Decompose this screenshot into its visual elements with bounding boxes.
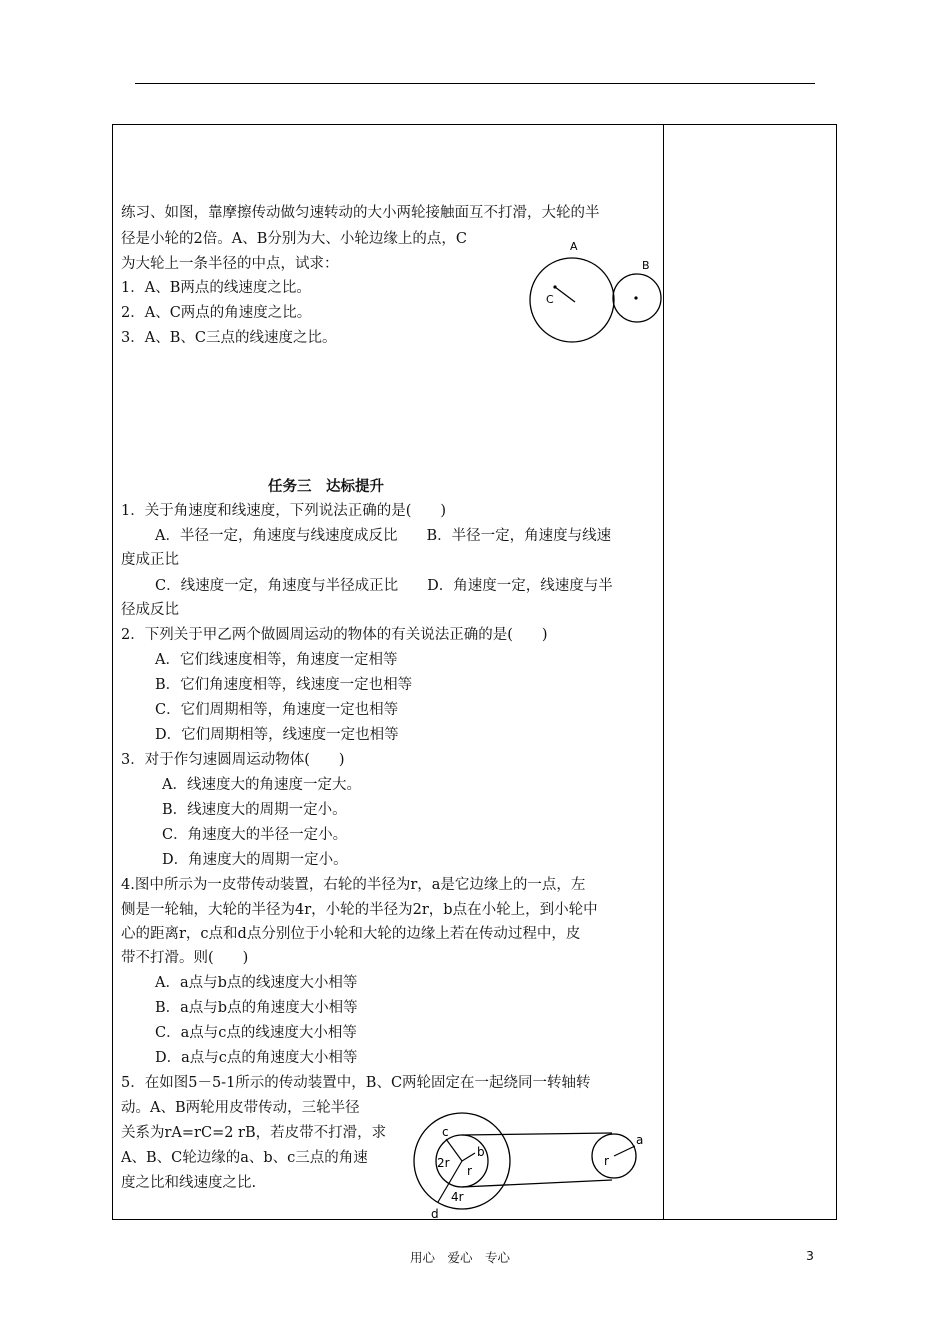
radius-line [555, 287, 575, 302]
option-line: 度成正比 [121, 552, 179, 568]
option-line: A．a点与b点的线速度大小相等 [155, 975, 358, 991]
option-line: C．它们周期相等，角速度一定也相等 [155, 702, 399, 718]
belt-top [462, 1133, 612, 1135]
label-a-small: a [636, 1133, 644, 1147]
option-line: D．它们周期相等，线速度一定也相等 [155, 727, 399, 743]
exercise-line: 3．A、B、C三点的线速度之比。 [121, 330, 337, 346]
question-line: 带不打滑。则( ) [121, 950, 249, 966]
option-line: C．角速度大的半径一定小。 [162, 827, 348, 843]
belt-drive-figure [408, 1108, 658, 1220]
option-line: C．a点与c点的线速度大小相等 [155, 1025, 357, 1041]
label-d-small: d [431, 1207, 439, 1220]
question-line: A、B、C轮边缘的a、b、c三点的角速 [121, 1150, 368, 1166]
label-r-inner: r [467, 1164, 472, 1178]
label-b: B [642, 259, 650, 272]
option-line: A．半径一定，角速度与线速度成反比 B．半径一定，角速度与线速 [155, 528, 612, 544]
question-line: 5．在如图5－5-1所示的传动装置中，B、C两轮固定在一起绕同一转轴转 [121, 1075, 591, 1091]
exercise-line: 2．A、C两点的角速度之比。 [121, 305, 312, 321]
label-a: A [570, 240, 578, 253]
question-line: 心的距离r，c点和d点分别位于小轮和大轮的边缘上若在传动过程中，皮 [121, 926, 581, 942]
label-2r: 2r [437, 1156, 450, 1170]
section-title: 任务三 达标提升 [268, 479, 384, 495]
belt-bottom [462, 1180, 612, 1187]
option-line: 径成反比 [121, 602, 179, 618]
option-line: B．它们角速度相等，线速度一定也相等 [155, 677, 413, 693]
label-b-small: b [477, 1145, 485, 1159]
friction-wheels-figure [520, 232, 670, 347]
label-c-small: c [442, 1125, 449, 1139]
question-line: 4.图中所示为一皮带传动装置，右轮的半径为r，a是它边缘上的一点，左 [121, 877, 586, 893]
page-number: 3 [806, 1248, 814, 1263]
question-line: 关系为rA=rC=2 rB，若皮带不打滑，求 [121, 1125, 387, 1141]
exercise-line: 1．A、B两点的线速度之比。 [121, 280, 311, 296]
label-4r: 4r [451, 1190, 464, 1204]
question-line: 1．关于角速度和线速度，下列说法正确的是( ) [121, 503, 447, 519]
exercise-line: 练习、如图，靠摩擦传动做匀速转动的大小两轮接触面互不打滑，大轮的半 [121, 205, 600, 221]
radius-b [462, 1153, 475, 1161]
option-line: A．它们线速度相等，角速度一定相等 [155, 652, 398, 668]
label-c: C [546, 293, 554, 306]
question-line: 侧是一轮轴，大轮的半径为4r，小轮的半径为2r，b点在小轮上，到小轮中 [121, 902, 598, 918]
footer-motto: 用心 爱心 专心 [410, 1250, 511, 1265]
exercise-line: 径是小轮的2倍。A、B分别为大、小轮边缘上的点，C [121, 231, 467, 247]
question-line: 2．下列关于甲乙两个做圆周运动的物体的有关说法正确的是( ) [121, 627, 548, 643]
small-center-dot [634, 296, 637, 299]
option-line: B．线速度大的周期一定小。 [162, 802, 347, 818]
exercise-line: 为大轮上一条半径的中点，试求： [121, 256, 339, 272]
option-line: D．a点与c点的角速度大小相等 [155, 1050, 358, 1066]
question-line: 3．对于作匀速圆周运动物体( ) [121, 752, 345, 768]
option-line: D．角速度大的周期一定小。 [162, 852, 348, 868]
option-line: B．a点与b点的角速度大小相等 [155, 1000, 358, 1016]
option-line: C．线速度一定，角速度与半径成正比 D．角速度一定，线速度与半 [155, 578, 613, 594]
question-line: 度之比和线速度之比. [121, 1175, 257, 1191]
point-c-dot [553, 285, 556, 288]
option-line: A．线速度大的角速度一定大。 [162, 777, 361, 793]
header-rule [135, 83, 815, 84]
question-line: 动。A、B两轮用皮带传动，三轮半径 [121, 1100, 360, 1116]
label-r-right: r [604, 1154, 609, 1168]
